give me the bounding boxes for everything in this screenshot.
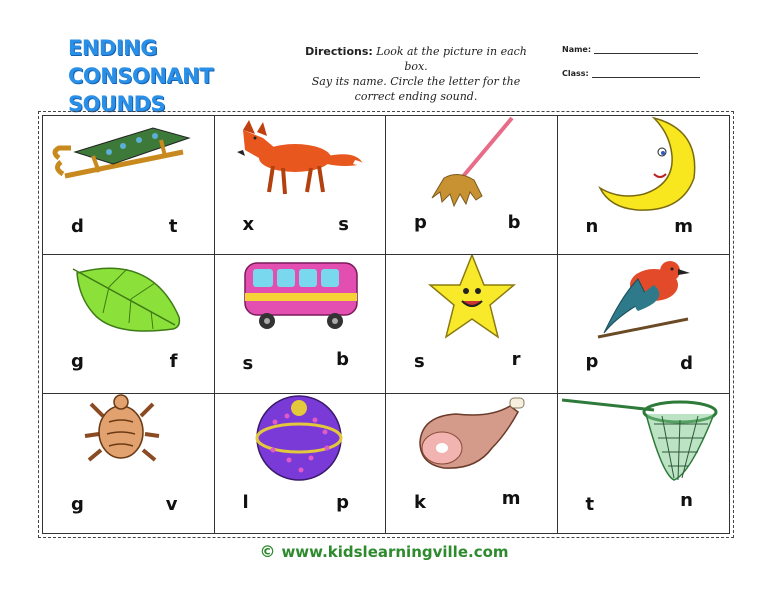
choice-right-letter[interactable]: t	[168, 216, 178, 237]
choice-right-letter[interactable]: b	[336, 349, 349, 370]
choice-right-letter[interactable]: b	[507, 212, 521, 233]
cell-1	[43, 116, 215, 255]
choice-left-letter[interactable]: n	[585, 216, 599, 237]
choice-left-letter[interactable]: l	[242, 492, 249, 513]
leaf-icon	[43, 255, 215, 355]
cell-2	[215, 116, 387, 255]
directions-line-2: Say its name. Circle the letter for the	[311, 75, 521, 88]
choice-right-letter[interactable]: m	[674, 216, 693, 237]
ham-icon	[386, 394, 558, 494]
directions-label: Directions:	[305, 45, 373, 58]
class-field[interactable]	[562, 68, 700, 78]
fox-icon	[215, 116, 387, 216]
choice-left-letter[interactable]: s	[242, 353, 254, 374]
choice-right-letter[interactable]: d	[680, 353, 693, 374]
choice-left-letter[interactable]: x	[242, 214, 255, 235]
choice-left-letter[interactable]: g	[71, 494, 84, 515]
choice-left-letter[interactable]: g	[71, 351, 84, 372]
cell-4	[558, 116, 730, 255]
choice-right-letter[interactable]: r	[511, 349, 521, 370]
bus-icon	[215, 255, 387, 355]
class-label: Class:	[562, 69, 589, 78]
bird-icon	[558, 255, 730, 355]
choice-right-letter[interactable]: s	[338, 214, 349, 235]
mop-icon	[386, 116, 558, 216]
name-line[interactable]	[594, 44, 698, 54]
choice-right-letter[interactable]: n	[680, 490, 693, 511]
choice-left-letter[interactable]: p	[414, 212, 427, 233]
directions	[292, 44, 540, 104]
choice-left-letter[interactable]: p	[585, 351, 599, 372]
worksheet-title	[68, 34, 288, 118]
net-icon	[558, 394, 730, 494]
cell-6	[215, 255, 387, 394]
choice-right-letter[interactable]: v	[165, 494, 178, 515]
sled-icon	[43, 116, 215, 216]
ball-icon	[215, 394, 387, 494]
bug-icon	[43, 394, 215, 494]
cell-5	[43, 255, 215, 394]
cell-11	[386, 394, 558, 533]
class-line[interactable]	[592, 68, 700, 78]
copyright-icon: ©	[259, 542, 276, 561]
choice-left-letter[interactable]: k	[414, 492, 426, 513]
picture-grid	[42, 115, 730, 534]
title-line-2: SOUNDS	[68, 92, 166, 116]
directions-line-1: Look at the picture in each box.	[376, 45, 527, 73]
directions-line-3: correct ending sound.	[354, 90, 478, 103]
moon-icon	[558, 116, 730, 216]
choice-right-letter[interactable]: m	[501, 488, 521, 509]
choice-left-letter[interactable]: s	[414, 351, 425, 372]
choice-left-letter[interactable]: d	[71, 216, 84, 237]
choice-right-letter[interactable]: f	[169, 351, 178, 372]
name-field[interactable]	[562, 44, 698, 54]
cell-8	[558, 255, 730, 394]
footer	[0, 542, 768, 561]
footer-url[interactable]: www.kidslearningville.com	[281, 543, 509, 561]
choice-right-letter[interactable]: p	[336, 492, 349, 513]
star-icon	[386, 255, 558, 355]
cell-10	[215, 394, 387, 533]
cell-12	[558, 394, 730, 533]
cell-3	[386, 116, 558, 255]
choice-left-letter[interactable]: t	[585, 494, 595, 515]
title-line-1: ENDING CONSONANT	[68, 36, 214, 88]
name-label: Name:	[562, 45, 592, 54]
cell-7	[386, 255, 558, 394]
cell-9	[43, 394, 215, 533]
